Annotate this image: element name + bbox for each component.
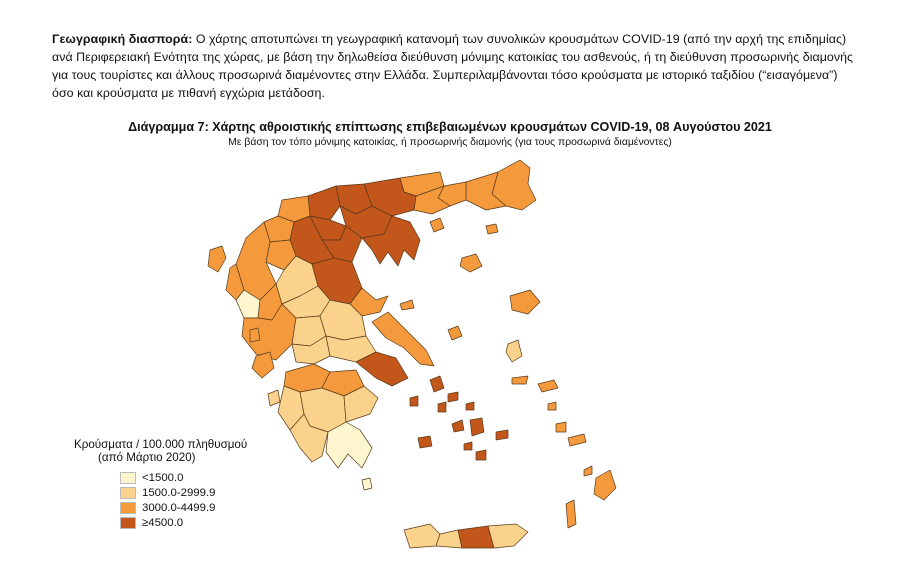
region-chios [506, 340, 522, 362]
region-syros [438, 402, 446, 412]
region-patmos [548, 402, 556, 410]
region-kythira [362, 478, 372, 490]
legend-title: Κρούσματα / 100.000 πληθυσμού [74, 438, 248, 451]
region-ikaria [512, 376, 528, 384]
region-rethymno [436, 530, 462, 548]
region-thasos [430, 218, 444, 232]
legend-swatch [120, 517, 136, 529]
region-lakonia [326, 422, 372, 468]
region-rodos [594, 470, 616, 500]
region-amorgos [496, 430, 508, 440]
intro-label: Γεωγραφική διασπορά: [52, 32, 193, 46]
region-mykonos [466, 402, 474, 410]
region-lefkada [250, 328, 260, 342]
region-skyros [448, 326, 462, 340]
legend-label: 3000.0-4499.9 [142, 501, 216, 514]
legend-label: ≥4500.0 [142, 516, 184, 529]
region-karpathos [566, 500, 576, 528]
region-lesvos [510, 290, 540, 314]
intro-text: Ο χάρτης αποτυπώνει τη γεωγραφική κατανομή των συνολικών κρουσμάτων COVID-19 (από την αρχή της επιδημίας) ανά Περιφερειακή Ενότητα της χώρας, με βάση την δηλωθείσα διεύθυνση μόνιμης κατοικίας του ασθενούς, ή τη διεύθυνση προσωρινής διαμονής για τους τουρίστες και άλλους προσωρινά διαμένοντες στην Ελλάδα. Συμπεριλαμβάνονται τόσο κρούσματα με ιστορικό ταξιδίου (“εισαγόμενα”) όσο και κρούσματα με πιθανή εγχώρια μετάδοση. [52, 32, 854, 100]
region-chania [404, 524, 440, 548]
figure-subtitle: Με βάση τον τόπο μόνιμης κατοικίας, ή προσωρινής διαμονής (για τους προσωρινά διαμένοντες) [228, 137, 672, 148]
region-kefalonia [252, 352, 274, 378]
region-milos [418, 436, 432, 448]
legend-subtitle: (από Μάρτιο 2020) [98, 451, 196, 464]
region-samos [538, 380, 558, 392]
region-symi [584, 466, 592, 476]
legend-item [120, 485, 294, 500]
region-naxos [470, 418, 484, 436]
figure-title: Διάγραμμα 7: Χάρτης αθροιστικής επίπτωσης επιβεβαιωμένων κρουσμάτων COVID-19, 08 Αυγούστου 2021 [128, 120, 772, 134]
legend-label: <1500.0 [142, 471, 184, 484]
region-thira [476, 450, 486, 460]
region-pella [308, 186, 340, 220]
legend-swatch [120, 487, 136, 499]
region-kalymnos [556, 422, 566, 432]
legend-swatch [120, 502, 136, 514]
region-kea [410, 396, 418, 406]
region-zakynthos [268, 390, 280, 406]
legend-swatch [120, 472, 136, 484]
region-ios [464, 442, 472, 450]
legend-label: 1500.0-2999.9 [142, 486, 216, 499]
region-sporades [400, 300, 414, 310]
region-paros [452, 420, 464, 432]
legend-item [120, 470, 294, 485]
region-andros [430, 376, 444, 392]
region-samothraki [486, 224, 498, 234]
region-tinos [448, 392, 458, 402]
legend-item [120, 515, 294, 530]
map-legend [74, 438, 294, 530]
region-kerkyra [208, 246, 226, 272]
region-limnos [460, 254, 482, 272]
region-kos [568, 434, 586, 446]
legend-item [120, 500, 294, 515]
region-lasithi [488, 524, 528, 548]
